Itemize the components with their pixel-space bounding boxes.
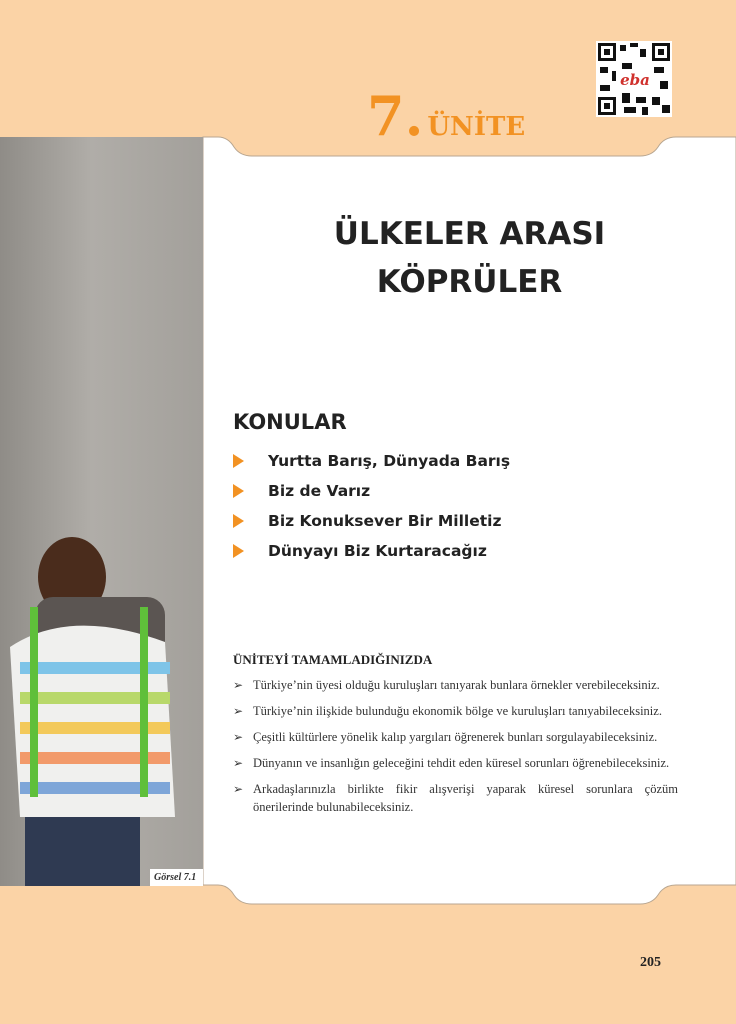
topic-label: Dünyayı Biz Kurtaracağız <box>268 542 487 560</box>
unit-heading <box>367 84 525 148</box>
topics-heading: KONULAR <box>233 410 347 434</box>
unit-title-line-2: KÖPRÜLER <box>376 264 563 300</box>
arrow-bullet-icon: ➢ <box>233 678 244 692</box>
goals-heading: ÜNİTEYİ TAMAMLADIĞINIZDA <box>233 652 433 667</box>
goal-text: Türkiye’nin ilişkide bulunduğu ekonomik bölge ve kuruluşları tanıyabileceksiniz. <box>253 704 662 718</box>
unit-title <box>203 210 736 306</box>
goal-text: Arkadaşlarınızla birlikte fikir alışverişi yaparak küresel sorunlara çözüm önerilerinde bulunabileceksiniz. <box>253 782 678 814</box>
goal-text: Dünyanın ve insanlığın geleceğini tehdit eden küresel sorunları öğrenebileceksiniz. <box>253 756 670 770</box>
page-number: 205 <box>640 955 661 970</box>
photo-caption: Görsel 7.1 <box>150 869 203 886</box>
goal-item <box>233 754 678 772</box>
topic-item <box>233 541 713 561</box>
svg-text:eba: eba <box>620 71 650 89</box>
topic-item <box>233 481 713 501</box>
triangle-bullet-icon <box>233 454 244 468</box>
triangle-bullet-icon <box>233 484 244 498</box>
photo-child-with-backpack <box>0 137 203 886</box>
topics-list <box>233 451 713 571</box>
goal-item <box>233 728 678 746</box>
topic-item <box>233 451 713 471</box>
topic-item <box>233 511 713 531</box>
unit-title-line-1: ÜLKELER ARASI <box>333 216 606 252</box>
triangle-bullet-icon <box>233 514 244 528</box>
arrow-bullet-icon: ➢ <box>233 704 244 718</box>
topic-label: Biz de Varız <box>268 482 371 500</box>
unit-number: 7. <box>367 84 424 148</box>
arrow-bullet-icon: ➢ <box>233 782 244 796</box>
goals-list <box>233 676 678 824</box>
goal-item <box>233 780 678 816</box>
arrow-bullet-icon: ➢ <box>233 756 244 770</box>
topic-label: Yurtta Barış, Dünyada Barış <box>268 452 511 470</box>
unit-word: ÜNİTE <box>427 112 526 142</box>
topic-label: Biz Konuksever Bir Milletiz <box>268 512 502 530</box>
qr-code[interactable] <box>596 41 672 117</box>
goal-text: Çeşitli kültürlere yönelik kalıp yargıları öğrenerek bunları sorgulayabileceksiniz. <box>253 730 658 744</box>
goal-item <box>233 676 678 694</box>
goal-item <box>233 702 678 720</box>
triangle-bullet-icon <box>233 544 244 558</box>
goal-text: Türkiye’nin üyesi olduğu kuruluşları tanıyarak bunlara örnekler verebileceksiniz. <box>253 678 660 692</box>
arrow-bullet-icon: ➢ <box>233 730 244 744</box>
